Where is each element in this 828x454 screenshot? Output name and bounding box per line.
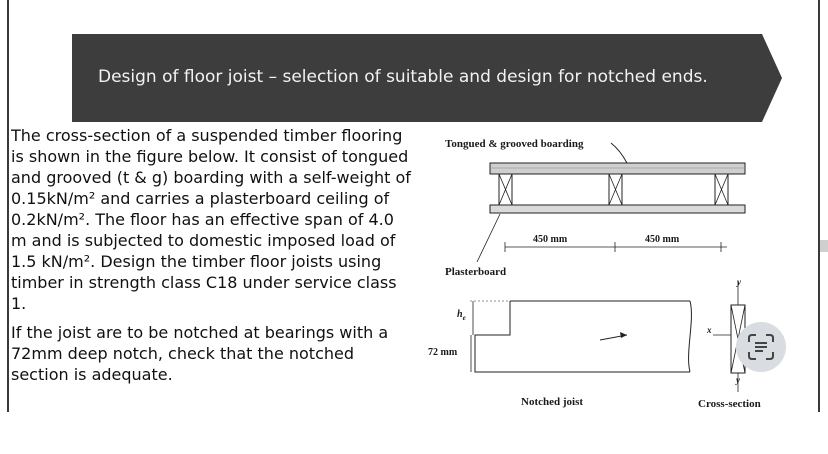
- banner-title: Design of floor joist – selection of suitable and design for notched ends.: [98, 67, 708, 87]
- scroll-tab[interactable]: [820, 240, 828, 252]
- right-page-border: [818, 0, 820, 412]
- problem-paragraph-2: If the joist are to be notched at bearings with a 72mm deep notch, check that the notched section is adequate.: [11, 323, 389, 384]
- text-scan-button[interactable]: [736, 322, 786, 372]
- notch-depth-label: 72 mm: [428, 347, 458, 358]
- boarding-strip: [490, 163, 745, 174]
- joist-2: [609, 174, 622, 205]
- problem-statement: [11, 125, 411, 393]
- ceiling-strip: [490, 205, 745, 213]
- x-axis-label: x: [707, 325, 712, 335]
- title-banner: [72, 34, 782, 122]
- floor-diagram: [415, 125, 815, 415]
- problem-paragraph-1: The cross-section of a suspended timber flooring is shown in the figure below. It consist of tongued and grooved (t & g) boarding with a self-weight of 0.15kN/m² and carries a plasterboard ceiling of 0.2kN/m². The floor has an effective span of 4.0 m and is subjected to domestic imposed load of 1.5 kN/m². Design the timber floor joists using timber in strength class C18 under service class 1.: [11, 126, 411, 313]
- joist-break-line: [689, 301, 692, 372]
- notched-joist-label: Notched joist: [521, 396, 584, 408]
- svg-text:he: [457, 309, 466, 322]
- boarding-leader: [611, 143, 627, 163]
- boarding-label: Tongued & grooved boarding: [445, 138, 584, 150]
- left-page-border: [7, 0, 9, 412]
- plasterboard-leader: [477, 214, 500, 262]
- plasterboard-label: Plasterboard: [445, 266, 507, 278]
- y-axis-label-bottom: y: [736, 375, 740, 385]
- cross-section-label: Cross-section: [698, 398, 761, 410]
- joist-figure: [415, 125, 815, 420]
- joist-1: [499, 174, 512, 205]
- he-label: h: [457, 309, 463, 320]
- spacing-label-2: 450 mm: [645, 234, 680, 245]
- notched-joist-outline: [475, 301, 690, 372]
- y-axis-label-top: y: [737, 277, 741, 287]
- joist-3: [715, 174, 728, 205]
- he-subscript: e: [462, 314, 466, 322]
- spacing-label-1: 450 mm: [533, 234, 568, 245]
- text-scan-icon: [746, 332, 776, 362]
